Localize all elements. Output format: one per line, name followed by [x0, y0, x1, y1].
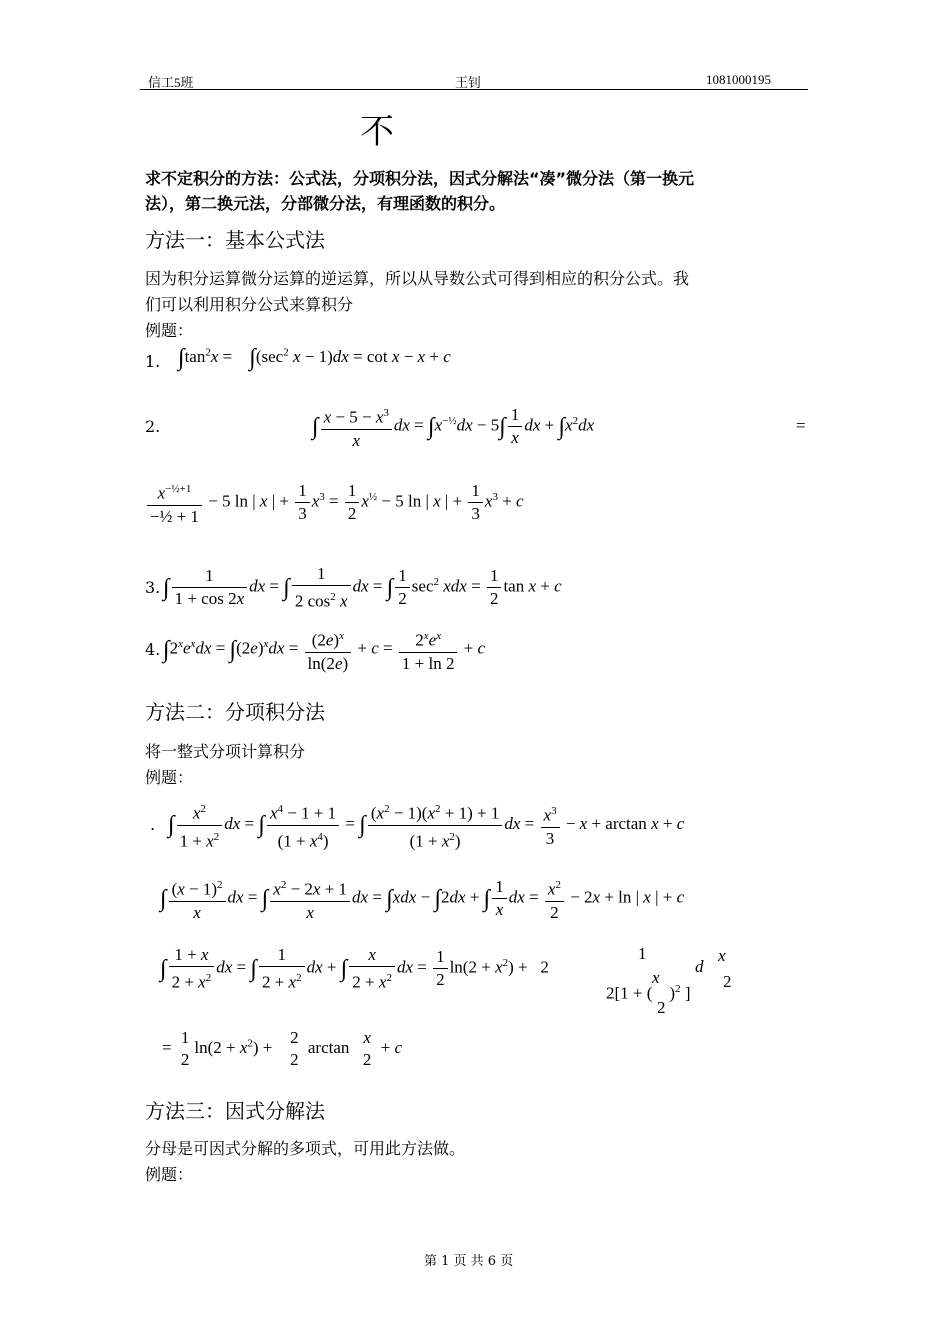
formula-7: ∫ $\frac{1 + x}{2 + x^2}$ dx = ∫ $\frac{1}{2 + x^2}$ dx + ∫ $\frac{x}{2 + x^2}$ dx = $\frac{1}{2}$ $\ln(2 + x^2) + 2$ [160, 945, 549, 992]
section2-example-label: 例题： [145, 768, 194, 787]
formula-2: ∫ $\frac{x - 5 - x^3}{x}$ dx = $\int x^{-\frac{1}{2}}dx - 5\int$ $\frac{1}{x}$ dx + $\int x^2dx$ [312, 402, 594, 452]
section3-text: 分母是可因式分解的多项式，可用此方法做。 [145, 1139, 466, 1158]
formula-6: ∫ $\frac{(x - 1)^2}{x}$ dx = ∫ $\frac{x^2 - 2x + 1}{x}$ dx = ∫xdx − ∫2dx + ∫ $\frac{1}{x}$ dx = $\frac{x^2}{2}$ − 2x + ln | x | + c [160, 874, 684, 924]
formula-7-d: d [695, 957, 704, 976]
section1-example-label: 例题： [145, 321, 194, 340]
formula-7-dx: x [718, 946, 726, 965]
header-class: 信工5班 [148, 75, 194, 90]
formula-7-2: 2 [657, 998, 666, 1017]
section1-heading: 方法一：基本公式法 [145, 228, 325, 252]
formula-5-bullet: . [150, 815, 156, 834]
section3-example-label: 例题： [145, 1165, 194, 1184]
example-number-3: 3. [145, 578, 161, 597]
section1-text-1: 因为积分运算微分运算的逆运算，所以从导数公式可得到相应的积分公式。我 [145, 269, 690, 288]
formula-4: $\int 2^xe^xdx = \int(2e)^xdx$ = $\frac{(2e)^x}{\ln(2e)}$ + c = $\frac{2^xe^x}{1 + \ln 2}$ + c [163, 625, 485, 675]
formula-2-continued: $\frac{x^{-\frac{1}{2}+1}}{\text{−½ + 1}}$ − 5 ln | x | + $\frac{1}{3}$ $x^3$ = $\frac{1}{2}$ $x^{\frac{1}{2}} - 5$ ln | x | + $\frac{1}{3}$ $x^3 + c$ [145, 478, 524, 528]
page-footer: 第 1 页 共 6 页 [424, 1254, 514, 1269]
header-name: 王钊 [455, 75, 482, 90]
formula-1: $\int\tan^2x$ = $\int(\sec^2$ x − 1)dx = cot x − x + c [178, 345, 451, 371]
formula-7-x: x [652, 968, 660, 987]
formula-3: ∫ $\frac{1}{1 + \cos 2x}$ dx = ∫ $\frac{1}{2 \cos^2 x}$ dx = ∫ $\frac{1}{2}$ $\sec^2$ xdx = $\frac{1}{2}$ tan x + c [163, 564, 562, 611]
intro-line-1: 求不定积分的方法：公式法，分项积分法，因式分解法“凑”微分法（第一换元 [145, 169, 695, 188]
formula-7-d2: 2 [723, 972, 732, 991]
header-id: 1081000195 [706, 72, 771, 87]
example-number-4: 4. [145, 640, 161, 659]
section2-heading: 方法二：分项积分法 [145, 700, 325, 724]
header-rule [140, 89, 808, 90]
page-title: 不 [360, 112, 394, 152]
example-number-2: 2. [145, 417, 161, 436]
intro-line-2: 法），第二换元法，分部微分法，有理函数的积分。 [145, 194, 506, 213]
formula-7-den: 2[1 + ( )$^2$ ] [606, 983, 691, 1003]
section1-text-2: 们可以利用积分公式来算积分 [145, 295, 354, 314]
section3-heading: 方法三：因式分解法 [145, 1099, 325, 1123]
formula-5: ∫ $\frac{x^2}{1 + x^2}$ dx = ∫ $\frac{x^4 - 1 + 1}{(1 + x^4)}$ = ∫ $\frac{(x^2 - 1)(x^2 + 1) + 1}{(1 + x^2)}$ dx = $\frac{x^3}{3}$ − x + arctan x + c [168, 798, 684, 852]
formula-7-num-1: 1 [638, 944, 647, 963]
example-number-1: 1. [145, 352, 161, 371]
formula-8: = 1 2 $\ln(2 + x^2)$ + 2 2 arctan x 2 + c [162, 1028, 403, 1069]
formula-2-equals: = [796, 416, 806, 435]
section2-text: 将一整式分项计算积分 [145, 742, 306, 761]
